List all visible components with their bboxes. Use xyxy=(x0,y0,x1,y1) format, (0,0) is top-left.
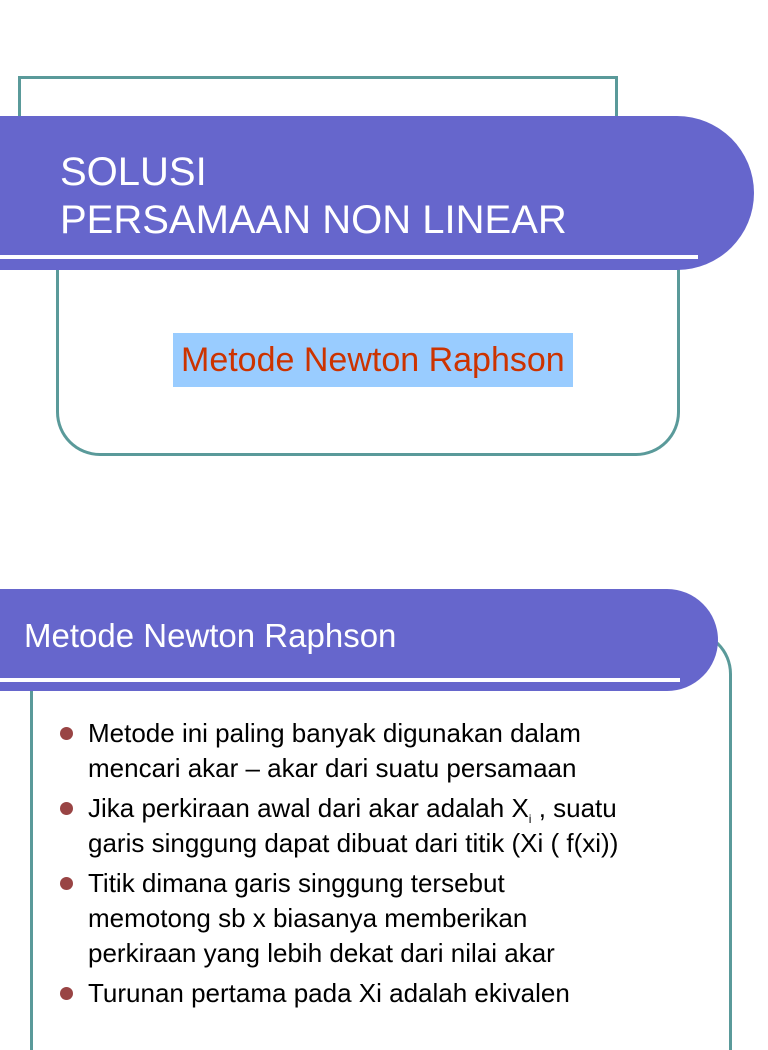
bullet-text-line: Titik dimana garis singgung tersebut xyxy=(88,868,505,898)
slide1-banner-divider xyxy=(0,255,698,259)
slide1-title-line1: SOLUSI xyxy=(60,150,207,194)
slide1-subtitle: Metode Newton Raphson xyxy=(173,333,573,387)
bullet-text-line: perkiraan yang lebih dekat dari nilai akar xyxy=(88,938,555,968)
slide2-bullet-list xyxy=(58,716,718,1016)
bullet-text-line: garis singgung dapat dibuat dari titik (Xi ( f(xi)) xyxy=(88,828,619,858)
bullet-item xyxy=(58,716,718,786)
bullet-text-line: memotong sb x biasanya memberikan xyxy=(88,903,528,933)
bullet-item xyxy=(58,791,718,861)
slide1-title-line2: PERSAMAAN NON LINEAR xyxy=(60,198,567,242)
bullet-dot-icon xyxy=(60,802,73,815)
bullet-dot-icon xyxy=(60,987,73,1000)
slide1-title xyxy=(60,148,567,244)
bullet-text-line: Turunan pertama pada Xi adalah ekivalen xyxy=(88,978,570,1008)
bullet-text-line: Metode ini paling banyak digunakan dalam xyxy=(88,718,581,748)
subscript-i: i xyxy=(528,812,532,826)
bullet-text-line: mencari akar – akar dari suatu persamaan xyxy=(88,753,577,783)
bullet-item xyxy=(58,866,718,971)
bullet-dot-icon xyxy=(60,877,73,890)
slide2-banner-divider xyxy=(0,678,680,682)
bullet-text-line: Jika perkiraan awal dari akar adalah X xyxy=(88,793,529,823)
bullet-dot-icon xyxy=(60,727,73,740)
bullet-item xyxy=(58,976,718,1011)
bullet-text-line: , suatu xyxy=(531,793,617,823)
slide2-title: Metode Newton Raphson xyxy=(24,617,397,654)
